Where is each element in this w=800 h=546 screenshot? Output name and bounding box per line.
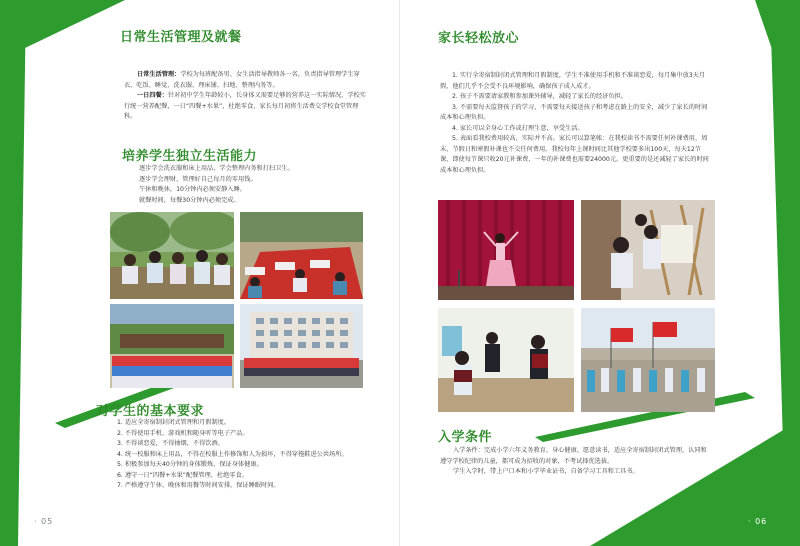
section-title-daily-life: 日常生活管理及就餐 — [120, 30, 242, 45]
photo-students-accordion-class — [438, 308, 574, 412]
photo-students-sitting-outdoors — [110, 212, 234, 299]
side-band-left — [0, 0, 30, 546]
list-item: 7. 严格遵守午休、晚休和用餐等时间安排，保证睡眠时间。 — [117, 482, 280, 489]
list-item: 午休和晚休，10分钟内必须安静入睡。 — [139, 186, 246, 193]
photo-students-on-red-carpet — [240, 212, 363, 299]
list-item: 逐步学会洗衣服和床上用品，学会整理内务和打扫卫生。 — [139, 165, 294, 172]
section-title-admission-requirements: 入学条件 — [438, 430, 493, 445]
list-item: 5. 表面看我校费用较高，实际并不高。家长可以算笔帐：在我校读书不需要任何补课费用，周末、节假日和寒假补课也不交任何费用。我校每年上课时间比其他学校要多出100天，每天12节课，即使每节课只收20元补课费，一年的补课费也需要24000元。更重要的是还减轻了家长的时间成本和心理负担。 — [440, 135, 709, 174]
photo-students-drawing-easels — [581, 200, 715, 300]
page-number-left: · 05 — [34, 517, 54, 526]
photo-students-parade-flags — [581, 308, 715, 412]
photo-stage-dance-performance — [438, 200, 574, 300]
right-page — [400, 0, 800, 546]
section-title-independent-living: 培养学生独立生活能力 — [122, 149, 258, 164]
photo-class-group-colorful — [110, 304, 234, 388]
admission-conditions: 入学条件：完成小学六年义务教育、身心健康、愿意读书，适应全寄宿制封闭式管理，认同和遵守学校纪律的儿童，都可成为招收的对象，不考试择优选拔。 — [440, 447, 707, 465]
section-title-basic-requirements: 对学生的基本要求 — [96, 404, 205, 419]
four-meals-text: 针对初中学生年龄较小，长身体又需要足够的营养这一实际情况，学校实行统一营养配餐，一日“四餐+水果”，杜绝零食，家长每月初将生活费交学校食堂管理科。 — [124, 92, 366, 120]
daily-life-text — [124, 70, 369, 123]
admission-text — [440, 446, 708, 478]
list-item: 就餐时间，每餐30分钟内必须完成。 — [139, 196, 240, 204]
list-item: 6. 遵守一日“四餐+水果”配餐管理，杜绝零食。 — [117, 471, 248, 479]
list-item: 4. 家长可以全身心工作或打理生意，享受生活。 — [452, 124, 584, 132]
list-item: 3. 不得谈恋爱，不得抽烟，不得饮酒。 — [117, 440, 224, 447]
four-meals-label: 一日四餐： — [137, 92, 168, 99]
list-item: 2. 不得使用手机、游戏机和随身听等电子产品。 — [117, 429, 249, 437]
section-title-parents-at-ease: 家长轻松放心 — [438, 31, 520, 46]
list-item: 2. 孩子不需要请家教和参加课外辅导，减轻了家长的经济负担。 — [452, 93, 627, 100]
list-item: 4. 统一校服和床上用品，不得在校服上作修饰和人为损坏，不得穿拖鞋进公共场所。 — [117, 450, 348, 458]
list-item: 1. 适应全寄宿制封闭式管理和月假制度。 — [117, 419, 231, 426]
page-number-right: · 06 — [748, 517, 768, 526]
list-item: 1. 实行全寄宿制封闭式管理和月假制度，学生不准使用手机和不准谈恋爱，每月集中放3天月假，他们几乎不会受不良环境影响，确保孩子成人成才。 — [440, 72, 706, 90]
requirements-list — [117, 418, 382, 492]
list-item: 5. 积极参加每天40分钟的身体锻炼，保证身体健康。 — [117, 461, 263, 468]
parents-at-ease-list — [440, 71, 712, 176]
list-item: 逐步学会理财，管理好自己每月的零用钱。 — [139, 175, 257, 183]
independent-living-list — [139, 164, 369, 206]
daily-management-label: 日常生活管理： — [137, 71, 181, 78]
admission-documents: 学生入学时，带上户口本和小学毕业证书，自备学习工具和工具书。 — [453, 468, 639, 475]
list-item: 3. 不需要每天监督孩子的学习，不需要每天接送孩子和考虑在路上的安全，减少了家长的时间成本和心理负担。 — [440, 103, 708, 121]
photo-students-lined-up-building — [240, 304, 363, 388]
daily-management-text: 学校为每班配备男、女生活指导教师各一名，负责指导管理学生穿衣、吃饭、睡觉、洗衣服、理床铺、扫地、整理内务等。 — [124, 71, 360, 89]
